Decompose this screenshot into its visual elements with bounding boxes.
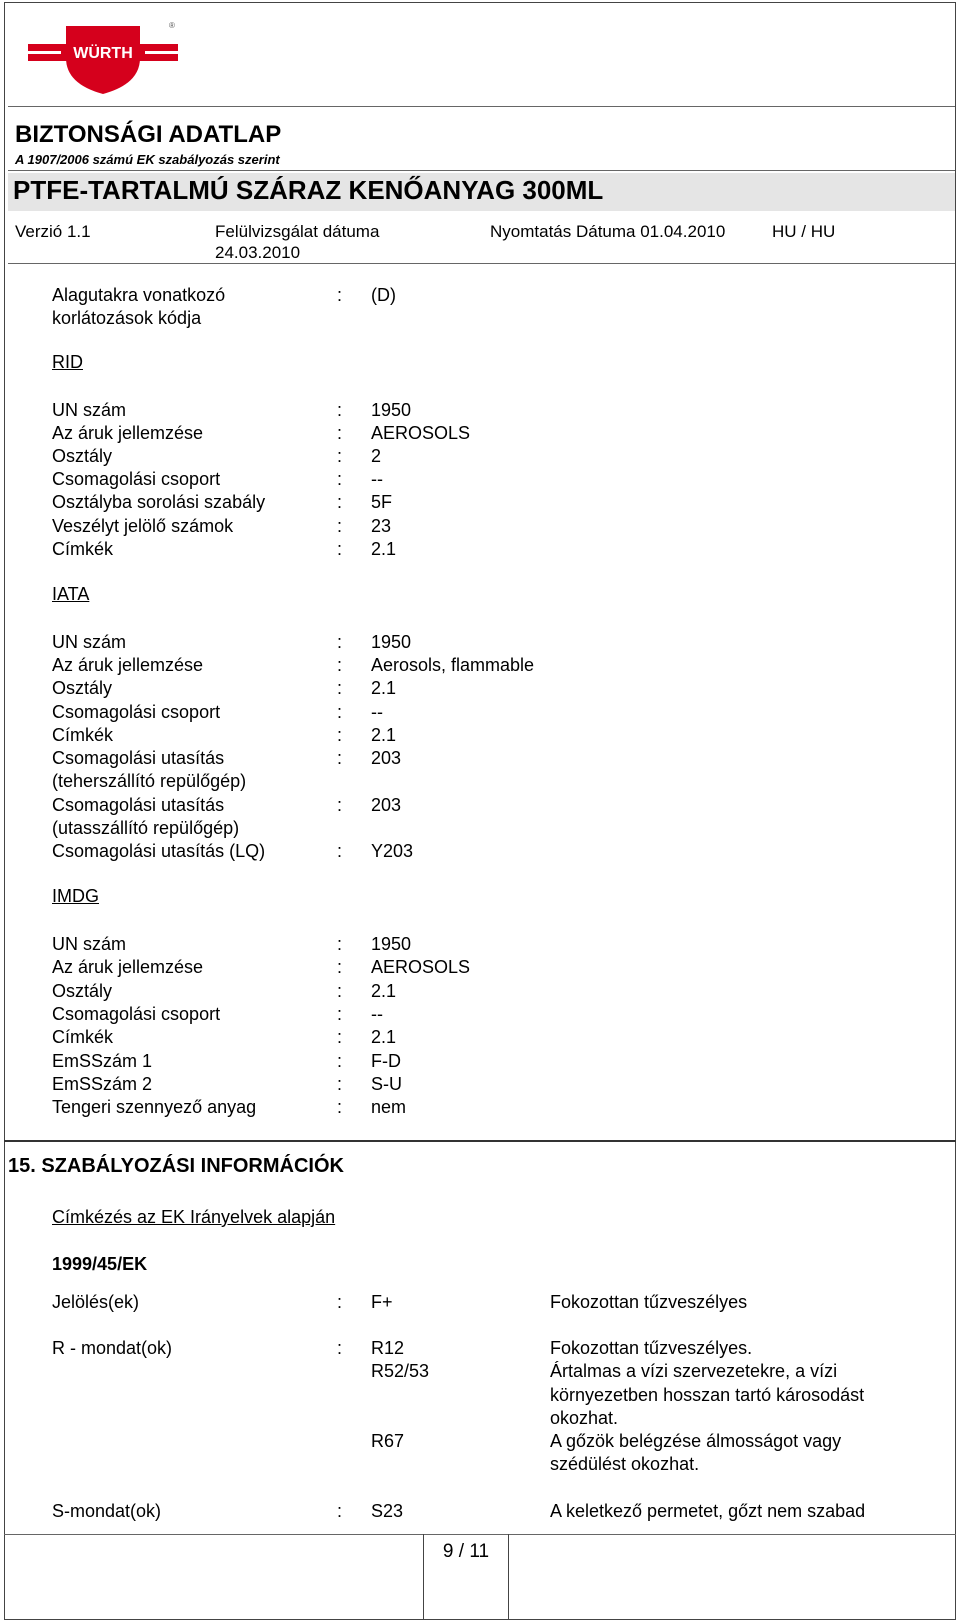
- separator: :: [337, 1501, 343, 1521]
- field-label: Csomagolási utasítás (LQ): [52, 841, 266, 861]
- field-value: R12: [371, 1338, 405, 1358]
- product-name: PTFE-TARTALMÚ SZÁRAZ KENŐANYAG 300ML: [13, 175, 604, 205]
- meta-divider: [8, 263, 955, 264]
- separator: :: [337, 423, 343, 443]
- separator: :: [337, 492, 343, 512]
- separator: :: [337, 516, 343, 536]
- r-phrase-row: [52, 1406, 932, 1430]
- regulation-subtitle: A 1907/2006 számú EK szabályozás szerint: [15, 152, 280, 167]
- separator: :: [337, 632, 343, 652]
- field-label: EmSSzám 1: [52, 1051, 153, 1071]
- field-value: (D): [371, 285, 396, 305]
- field-value: 2.1: [371, 725, 397, 745]
- field-label: Jelölés(ek): [52, 1292, 140, 1312]
- eu-labelling-subtitle: Címkézés az EK Irányelvek alapján: [52, 1207, 336, 1227]
- section-divider: [4, 1140, 956, 1142]
- title-divider: [8, 170, 955, 171]
- field-label: R - mondat(ok): [52, 1338, 173, 1358]
- field-value: --: [371, 1004, 383, 1024]
- field-label: Osztály: [52, 981, 113, 1001]
- field-label: Az áruk jellemzése: [52, 423, 204, 443]
- field-value: nem: [371, 1097, 407, 1117]
- field-label: Tengeri szennyező anyag: [52, 1097, 257, 1117]
- field-label: Csomagolási utasítás: [52, 795, 225, 815]
- rid-heading: RID: [52, 352, 83, 372]
- field-label: Az áruk jellemzése: [52, 655, 204, 675]
- table-row: [52, 421, 932, 445]
- table-row: [52, 467, 932, 491]
- separator: :: [337, 285, 343, 305]
- separator: :: [337, 1051, 343, 1071]
- field-label: Csomagolási utasítás: [52, 748, 225, 768]
- field-value: 203: [371, 748, 402, 768]
- field-value: 2.1: [371, 678, 397, 698]
- field-value: F-D: [371, 1051, 401, 1071]
- table-row: [52, 1002, 932, 1026]
- separator: :: [337, 469, 343, 489]
- field-description: Fokozottan tűzveszélyes: [550, 1292, 748, 1312]
- field-value: 1950: [371, 632, 412, 652]
- field-value: 2.1: [371, 981, 397, 1001]
- revision-date: 24.03.2010: [215, 243, 301, 262]
- table-row: [52, 769, 932, 793]
- field-value: 1950: [371, 934, 412, 954]
- iata-heading: IATA: [52, 584, 90, 604]
- table-row: [52, 537, 932, 561]
- field-description: A gőzök belégzése álmosságot vagy: [550, 1431, 842, 1451]
- r-phrase-row: [52, 1452, 932, 1476]
- separator: :: [337, 655, 343, 675]
- separator: :: [337, 539, 343, 559]
- r-phrase-row: [52, 1383, 932, 1407]
- separator: :: [337, 725, 343, 745]
- separator: :: [337, 1027, 343, 1047]
- separator: :: [337, 678, 343, 698]
- svg-text:®: ®: [169, 21, 175, 30]
- field-label: UN szám: [52, 934, 127, 954]
- separator: :: [337, 981, 343, 1001]
- field-description: Ártalmas a vízi szervezetekre, a vízi: [550, 1361, 838, 1381]
- separator: :: [337, 702, 343, 722]
- field-label: Csomagolási csoport: [52, 702, 221, 722]
- table-row: [52, 398, 932, 422]
- table-row: [52, 723, 932, 747]
- r-phrase-row: [52, 1429, 932, 1453]
- separator: :: [337, 934, 343, 954]
- tunnel-restriction-row: [52, 283, 932, 307]
- separator: :: [337, 957, 343, 977]
- field-value: 5F: [371, 492, 393, 512]
- table-row: [52, 490, 932, 514]
- page-number: 9 / 11: [442, 1541, 490, 1562]
- table-row: [52, 793, 932, 817]
- s-phrase-row: [52, 1499, 932, 1523]
- field-label: UN szám: [52, 400, 127, 420]
- print-date: Nyomtatás Dátuma 01.04.2010: [490, 222, 726, 241]
- wurth-logo: [28, 18, 178, 96]
- separator: :: [337, 1097, 343, 1117]
- table-row: [52, 979, 932, 1003]
- field-value: --: [371, 469, 383, 489]
- separator: :: [337, 748, 343, 768]
- section-15-title: 15. SZABÁLYOZÁSI INFORMÁCIÓK: [8, 1155, 344, 1177]
- field-label: Címkék: [52, 1027, 114, 1047]
- field-description: Fokozottan tűzveszélyes.: [550, 1338, 753, 1358]
- table-row: [52, 444, 932, 468]
- field-value: R67: [371, 1431, 405, 1451]
- header-divider: [8, 106, 955, 107]
- field-value: S-U: [371, 1074, 402, 1094]
- field-label: Címkék: [52, 539, 114, 559]
- field-label: Osztály: [52, 678, 113, 698]
- field-label: (teherszállító repülőgép): [52, 771, 247, 791]
- field-value: 2.1: [371, 539, 397, 559]
- table-row: [52, 816, 932, 840]
- table-row: [52, 1049, 932, 1073]
- table-row: [52, 932, 932, 956]
- field-value: F+: [371, 1292, 393, 1312]
- separator: :: [337, 1338, 343, 1358]
- table-row: [52, 955, 932, 979]
- field-description: szédülést okozhat.: [550, 1454, 700, 1474]
- table-row: [52, 1095, 932, 1119]
- r-phrase-row: [52, 1359, 932, 1383]
- field-label: Alagutakra vonatkozó: [52, 285, 226, 305]
- tunnel-restriction-row-line2: [52, 306, 932, 330]
- field-label: EmSSzám 2: [52, 1074, 153, 1094]
- field-value: Y203: [371, 841, 414, 861]
- language: HU / HU: [772, 222, 836, 241]
- field-value: --: [371, 702, 383, 722]
- document-title: BIZTONSÁGI ADATLAP: [15, 121, 282, 148]
- field-label: (utasszállító repülőgép): [52, 818, 240, 838]
- field-label: Az áruk jellemzése: [52, 957, 204, 977]
- field-value: 2.1: [371, 1027, 397, 1047]
- directive-heading: 1999/45/EK: [52, 1254, 148, 1274]
- table-row: [52, 1025, 932, 1049]
- table-row: [52, 839, 932, 863]
- field-label: Csomagolási csoport: [52, 469, 221, 489]
- field-description: A keletkező permetet, gőzt nem szabad: [550, 1501, 866, 1521]
- field-label: Osztályba sorolási szabály: [52, 492, 266, 512]
- field-label: Címkék: [52, 725, 114, 745]
- field-description: környezetben hosszan tartó károsodást: [550, 1385, 865, 1405]
- field-label: korlátozások kódja: [52, 308, 202, 328]
- r-phrase-row: [52, 1336, 932, 1360]
- field-value: 2: [371, 446, 382, 466]
- field-value: R52/53: [371, 1361, 430, 1381]
- table-row: [52, 700, 932, 724]
- separator: :: [337, 795, 343, 815]
- field-value: 23: [371, 516, 392, 536]
- field-value: Aerosols, flammable: [371, 655, 535, 675]
- field-value: 1950: [371, 400, 412, 420]
- field-value: 203: [371, 795, 402, 815]
- svg-text:WÜRTH: WÜRTH: [73, 45, 133, 62]
- table-row: [52, 676, 932, 700]
- table-row: [52, 1072, 932, 1096]
- separator: :: [337, 841, 343, 861]
- field-value: S23: [371, 1501, 404, 1521]
- field-label: Csomagolási csoport: [52, 1004, 221, 1024]
- field-label: Osztály: [52, 446, 113, 466]
- field-description: okozhat.: [550, 1408, 619, 1428]
- marking-row: [52, 1290, 932, 1314]
- table-row: [52, 746, 932, 770]
- field-label: UN szám: [52, 632, 127, 652]
- separator: :: [337, 1074, 343, 1094]
- separator: :: [337, 1292, 343, 1312]
- imdg-heading: IMDG: [52, 886, 99, 906]
- revision-label: Felülvizsgálat dátuma: [215, 222, 380, 241]
- separator: :: [337, 446, 343, 466]
- separator: :: [337, 1004, 343, 1024]
- field-label: Veszélyt jelölő számok: [52, 516, 234, 536]
- field-value: AEROSOLS: [371, 423, 471, 443]
- separator: :: [337, 400, 343, 420]
- version: Verzió 1.1: [15, 222, 91, 241]
- table-row: [52, 630, 932, 654]
- field-label: S-mondat(ok): [52, 1501, 162, 1521]
- table-row: [52, 653, 932, 677]
- field-value: AEROSOLS: [371, 957, 471, 977]
- table-row: [52, 514, 932, 538]
